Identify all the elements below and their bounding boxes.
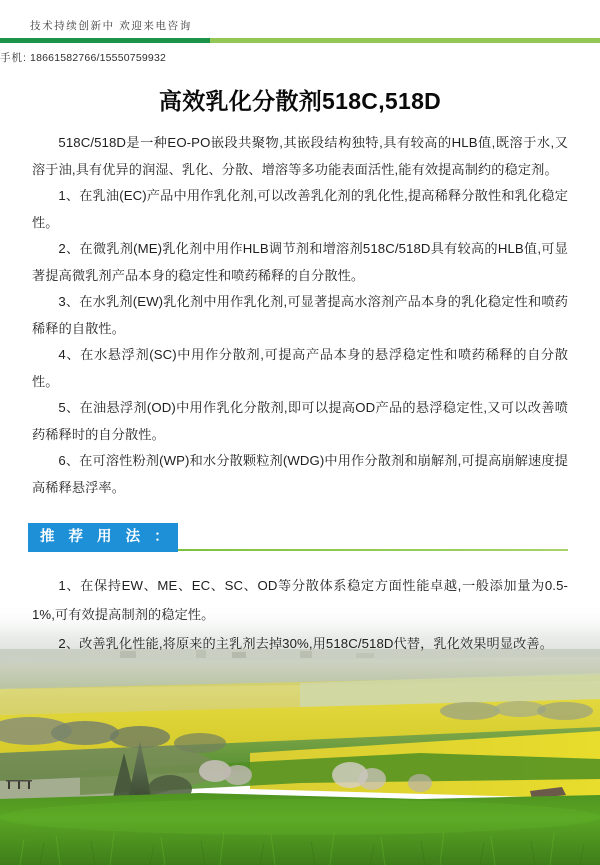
section-rule-line xyxy=(178,549,568,551)
divider-segment-light xyxy=(210,38,600,43)
usage-section xyxy=(0,571,600,658)
section-chip-label: 推 荐 用 法 ： xyxy=(28,523,178,552)
header-divider-bar xyxy=(0,38,600,43)
page-header xyxy=(0,0,600,34)
application-item: 4、在水悬浮剂(SC)中用作分散剂,可提高产品本身的悬浮稳定性和喷药稀释的自分散性。 xyxy=(32,347,568,389)
phone-numbers: 18661582766/15550759932 xyxy=(30,52,167,64)
application-item: 5、在油悬浮剂(OD)中用作乳化分散剂,即可以提高OD产品的悬浮稳定性,又可以改善喷药稀释时的自分散性。 xyxy=(32,400,568,442)
header-tagline: 技术持续创新中 欢迎来电咨询 xyxy=(30,20,192,32)
page-title: 高效乳化分散剂518C,518D xyxy=(158,88,442,114)
header-phone-line xyxy=(0,43,600,66)
application-item: 3、在水乳剂(EW)乳化剂中用作乳化剂,可显著提高水溶剂产品本身的乳化稳定性和喷药稀释的自散性。 xyxy=(32,294,568,336)
intro-paragraph: 518C/518D是一种EO-PO嵌段共聚物,其嵌段结构独特,具有较高的HLB值,既溶于水,又溶于油,具有优异的润湿、乳化、分散、增溶等多功能表面活性,能有效提高制约的稳定剂。 xyxy=(32,135,568,177)
phone-label: 手机: xyxy=(0,52,27,64)
divider-segment-dark xyxy=(0,38,210,43)
usage-section-heading xyxy=(0,523,600,552)
product-description-section xyxy=(0,130,600,501)
application-item: 6、在可溶性粉剂(WP)和水分散颗粒剂(WDG)中用作分散剂和崩解剂,可提高崩解速度提高稀释悬浮率。 xyxy=(32,453,568,495)
usage-item: 2、改善乳化性能,将原来的主乳剂去掉30%,用518C/518D代替，乳化效果明显改善。 xyxy=(58,636,553,651)
application-item: 2、在微乳剂(ME)乳化剂中用作HLB调节剂和增溶剂518C/518D具有较高的HLB值,可显著提高微乳剂产品本身的稳定性和喷药稀释的自分散性。 xyxy=(32,241,568,283)
application-item: 1、在乳油(EC)产品中用作乳化剂,可以改善乳化剂的乳化性,提高稀释分散性和乳化稳定性。 xyxy=(32,188,568,230)
usage-item: 1、在保持EW、ME、EC、SC、OD等分散体系稳定方面性能卓越,一般添加量为0.5-1%,可有效提高制剂的稳定性。 xyxy=(32,578,568,622)
